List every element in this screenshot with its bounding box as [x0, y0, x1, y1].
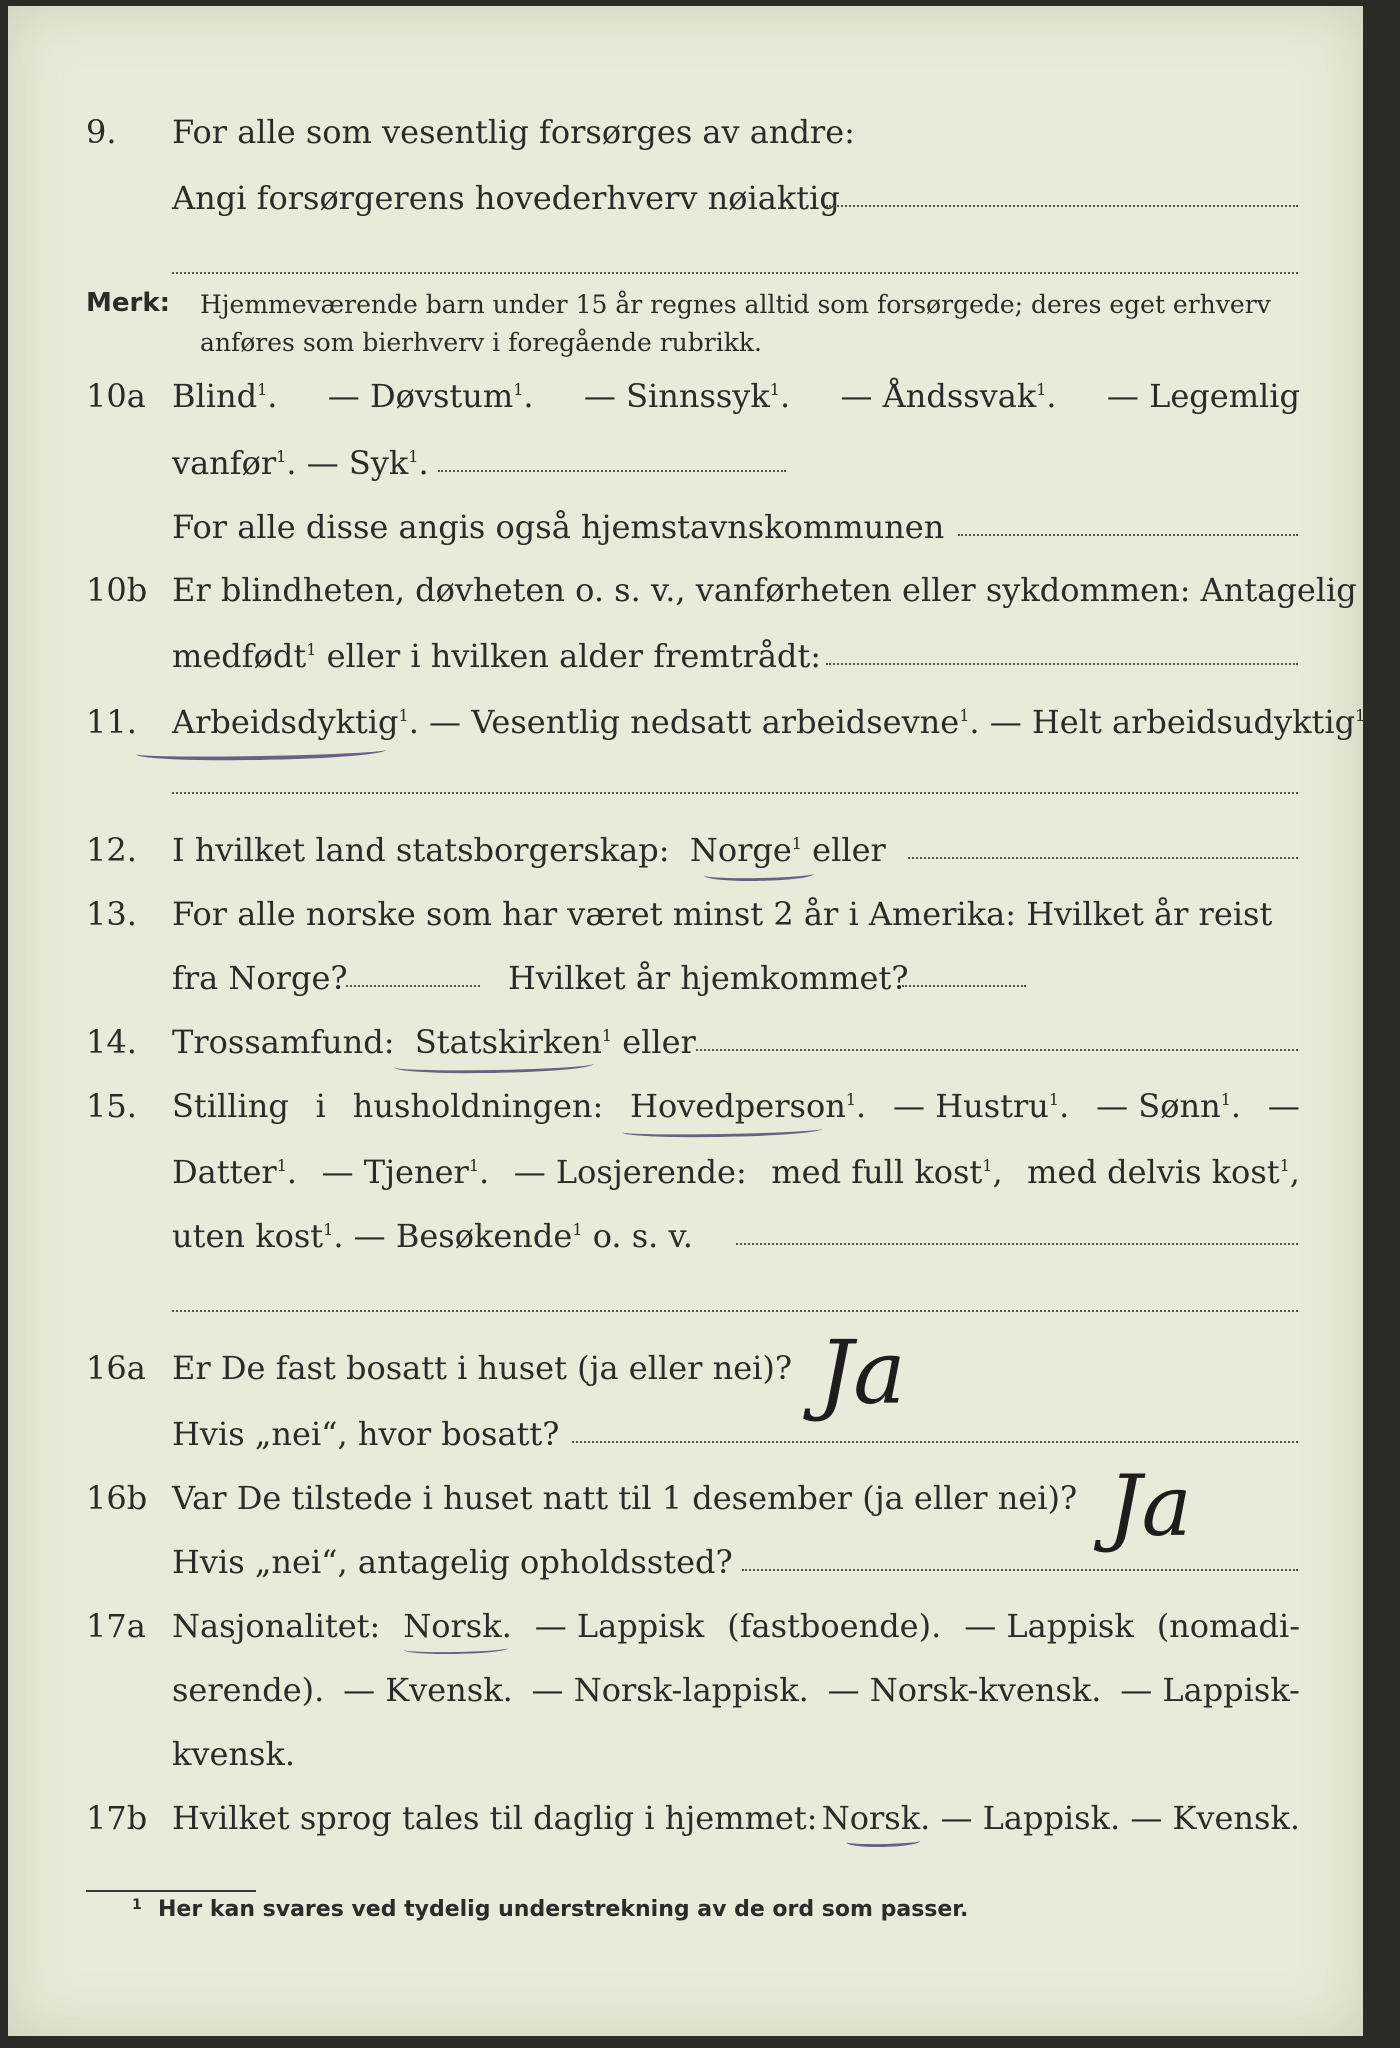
item-text: Arbeidsdyktig$^1$. — Vesentlig nedsatt arbeidsevne$^1$. — Helt arbeidsudyktig$^1$. — [172, 703, 1376, 741]
item-text: Datter$^1$. — Tjener$^1$. — Losjerende: med full kost$^1$, med delvis kost$^1$, — [172, 1153, 1300, 1191]
item-number: 10a — [86, 377, 146, 415]
answer-field-item-15-extra[interactable] — [172, 1310, 1298, 1312]
answer-field-item-9-extra[interactable] — [172, 272, 1298, 274]
item-text: For alle norske som har været minst 2 år i Amerika: Hvilket år reist — [172, 895, 1273, 933]
answer-field-item-15[interactable] — [736, 1243, 1298, 1245]
item-number: 16b — [86, 1479, 148, 1517]
item-text: uten kost$^1$. — Besøkende$^1$ o. s. v. — [172, 1217, 693, 1255]
answer-field-item-12[interactable] — [908, 857, 1298, 859]
answer-field-item-11[interactable] — [172, 792, 1298, 794]
item-text: Angi forsørgerens hovederhverv nøiaktig — [172, 179, 840, 217]
item-number: 11. — [86, 703, 137, 741]
item-text: Stilling i husholdningen: Hovedperson$^1$. — Hustru$^1$. — Sønn$^1$. — — [172, 1087, 1300, 1125]
item-text: For alle disse angis også hjemstavnskommunen — [172, 508, 945, 546]
item-text: kvensk. — [172, 1735, 295, 1773]
item-text: I hvilket land statsborgerskap: Norge$^1$ eller — [172, 831, 886, 869]
item-text: Nasjonalitet: Norsk. — Lappisk (fastboende). — Lappisk (nomadi- — [172, 1607, 1300, 1645]
item-number: 13. — [86, 895, 137, 933]
handwritten-answer-16a: Ja — [818, 1321, 906, 1424]
item-number: 17b — [86, 1799, 148, 1837]
note-label: Merk: — [86, 288, 171, 318]
answer-field-item-16a[interactable] — [572, 1441, 1298, 1443]
item-text: Blind$^1$. — Døvstum$^1$. — Sinnssyk$^1$. — Åndssvak$^1$. — Legemlig — [172, 377, 1300, 415]
item-text: For alle som vesentlig forsørges av andre: — [172, 113, 855, 151]
item-number: 16a — [86, 1349, 146, 1387]
item-text: fra Norge? — [172, 959, 348, 997]
note-text: Hjemmeværende barn under 15 år regnes alltid som forsørgede; deres eget erhverv anføres som bierhverv i foregående rubrikk. — [200, 290, 1271, 357]
answer-field-item-9[interactable] — [826, 205, 1298, 207]
item-text: serende). — Kvensk. — Norsk-lappisk. — Norsk-kvensk. — Lappisk- — [172, 1671, 1300, 1709]
item-text: Hvilket år hjemkommet? — [508, 959, 909, 997]
footnote: 1 Her kan svares ved tydelig understrekning av de ord som passer. — [132, 1897, 969, 1922]
answer-field-reist[interactable] — [346, 985, 480, 987]
answer-field-hjemstavn[interactable] — [958, 534, 1298, 536]
answer-field-item-10b[interactable] — [826, 663, 1298, 665]
item-text: Var De tilstede i huset natt til 1 desember (ja eller nei)? — [172, 1479, 1078, 1517]
item-text: vanfør$^1$. — Syk$^1$. — [172, 444, 429, 482]
item-text: Hvis „nei“, hvor bosatt? — [172, 1415, 560, 1453]
item-number: 17a — [86, 1607, 146, 1645]
answer-field-item-10a[interactable] — [438, 470, 786, 472]
item-text: Hvis „nei“, antagelig opholdssted? — [172, 1543, 733, 1581]
item-number: 14. — [86, 1023, 137, 1061]
answer-field-hjemkommet[interactable] — [902, 985, 1026, 987]
item-text: medfødt$^1$ eller i hvilken alder fremtrådt: — [172, 637, 822, 675]
item-number: 12. — [86, 831, 137, 869]
answer-field-item-16b[interactable] — [742, 1569, 1298, 1571]
answer-field-item-14[interactable] — [696, 1049, 1298, 1051]
item-text: Trossamfund: Statskirken$^1$ eller — [172, 1023, 696, 1061]
handwritten-answer-16b: Ja — [1108, 1457, 1192, 1555]
item-number: 15. — [86, 1087, 137, 1125]
item-text: Er De fast bosatt i huset (ja eller nei)? — [172, 1349, 793, 1387]
item-text: Er blindheten, døvheten o. s. v., vanførheten eller sykdommen: Antagelig — [172, 571, 1357, 609]
footnote-rule — [86, 1890, 256, 1892]
item-number: 10b — [86, 571, 148, 609]
item-number: 9. — [86, 113, 117, 151]
item-text: Hvilket sprog tales til daglig i hjemmet: Norsk. — Lappisk. — Kvensk. — [172, 1799, 1300, 1837]
